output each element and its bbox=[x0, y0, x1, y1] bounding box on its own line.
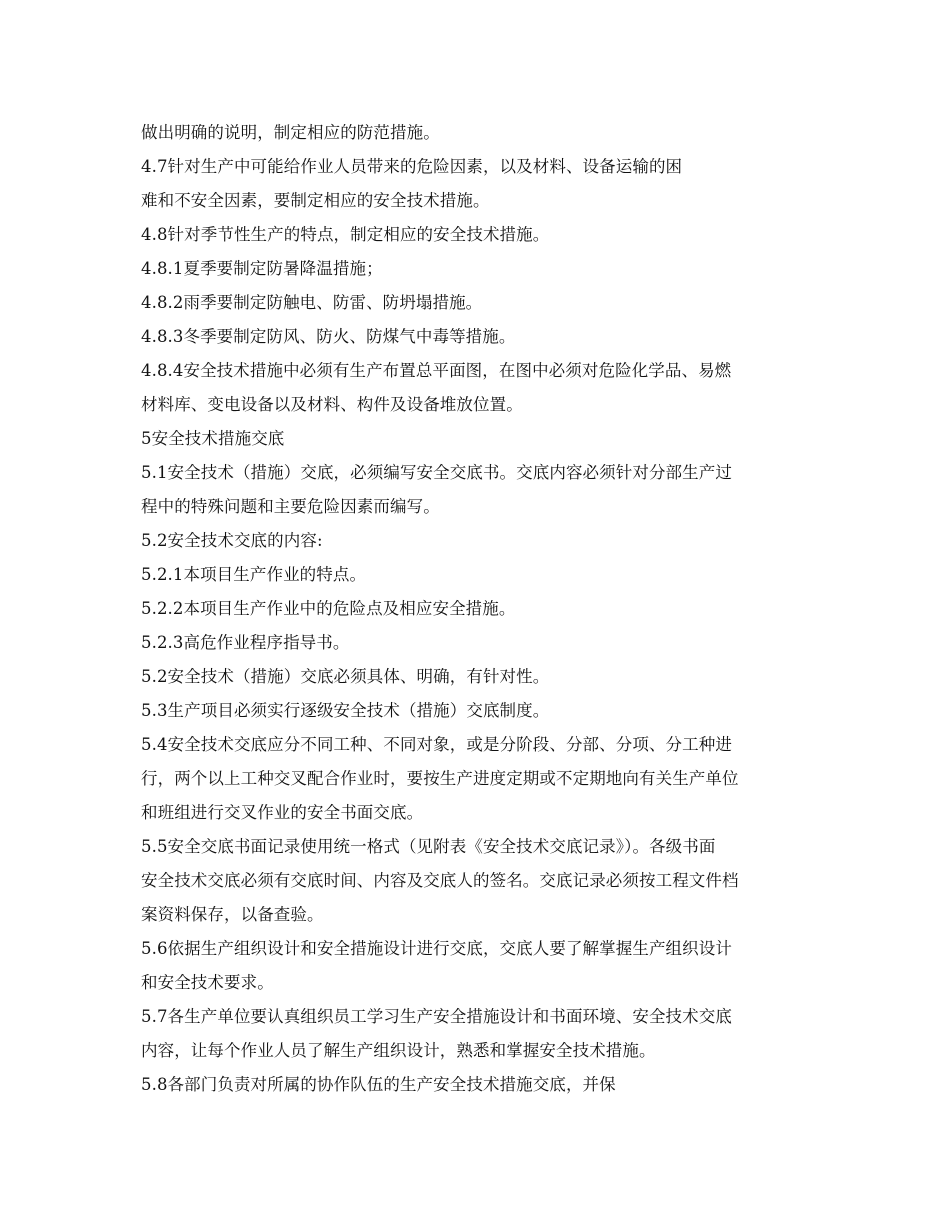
text-line: 安全技术交底必须有交底时间、内容及交底人的签名。交底记录必须按工程文件档 bbox=[141, 871, 739, 890]
text-line: 5.2.1本项目生产作业的特点。 bbox=[141, 565, 367, 584]
text-line: 4.8.2雨季要制定防触电、防雷、防坍塌措施。 bbox=[141, 293, 483, 312]
text-line: 5.2安全技术交底的内容: bbox=[141, 531, 323, 550]
text-line: 5.1安全技术（措施）交底，必须编写安全交底书。交底内容必须针对分部生产过 bbox=[141, 463, 732, 482]
text-line: 内容，让每个作业人员了解生产组织设计，熟悉和掌握安全技术措施。 bbox=[141, 1041, 656, 1060]
text-line: 4.8.4安全技术措施中必须有生产布置总平面图，在图中必须对危险化学品、易燃 bbox=[141, 361, 732, 380]
text-line: 5.6依据生产组织设计和安全措施设计进行交底，交底人要了解掌握生产组织设计 bbox=[141, 939, 732, 958]
text-line: 5.2安全技术（措施）交底必须具体、明确，有针对性。 bbox=[141, 667, 550, 686]
text-line: 4.8针对季节性生产的特点，制定相应的安全技术措施。 bbox=[141, 225, 550, 244]
document-body bbox=[141, 116, 813, 1102]
text-line: 4.7针对生产中可能给作业人员带来的危险因素，以及材料、设备运输的困 bbox=[141, 157, 683, 176]
text-line: 和安全技术要求。 bbox=[141, 973, 274, 992]
text-line: 5.8各部门负责对所属的协作队伍的生产安全技术措施交底，并保 bbox=[141, 1075, 616, 1094]
text-line: 5.3生产项目必须实行逐级安全技术（措施）交底制度。 bbox=[141, 701, 550, 720]
text-line: 程中的特殊问题和主要危险因素而编写。 bbox=[141, 497, 440, 516]
text-line: 4.8.1夏季要制定防暑降温措施； bbox=[141, 259, 383, 278]
text-line: 案资料保存，以备查验。 bbox=[141, 905, 324, 924]
section-heading: 5安全技术措施交底 bbox=[141, 429, 285, 448]
text-line: 5.7各生产单位要认真组织员工学习生产安全措施设计和书面环境、安全技术交底 bbox=[141, 1007, 732, 1026]
text-line: 行，两个以上工种交叉配合作业时，要按生产进度定期或不定期地向有关生产单位 bbox=[141, 769, 739, 788]
text-line: 5.5安全交底书面记录使用统一格式（见附表《安全技术交底记录》）。各级书面 bbox=[141, 837, 716, 856]
text-line: 5.2.2本项目生产作业中的危险点及相应安全措施。 bbox=[141, 599, 516, 618]
text-line: 5.2.3高危作业程序指导书。 bbox=[141, 633, 350, 652]
text-line: 和班组进行交叉作业的安全书面交底。 bbox=[141, 803, 424, 822]
text-line: 难和不安全因素，要制定相应的安全技术措施。 bbox=[141, 191, 490, 210]
text-line: 5.4安全技术交底应分不同工种、不同对象，或是分阶段、分部、分项、分工种进 bbox=[141, 735, 732, 754]
text-line: 材料库、变电设备以及材料、构件及设备堆放位置。 bbox=[141, 395, 523, 414]
text-line: 做出明确的说明，制定相应的防范措施。 bbox=[141, 123, 440, 142]
text-line: 4.8.3冬季要制定防风、防火、防煤气中毒等措施。 bbox=[141, 327, 516, 346]
